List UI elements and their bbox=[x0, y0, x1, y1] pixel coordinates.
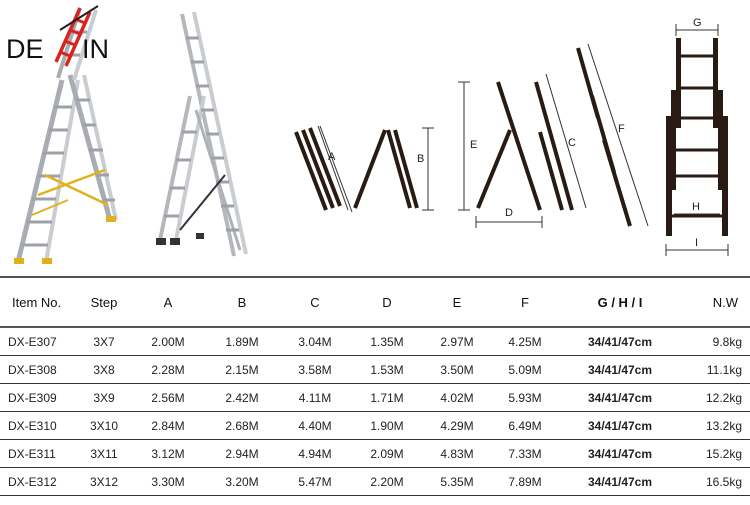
diagram-dimension-f bbox=[578, 44, 648, 226]
table-cell: 5.09M bbox=[492, 356, 558, 384]
table-cell: 2.56M bbox=[130, 384, 206, 412]
column-header: E bbox=[422, 277, 492, 327]
table-row bbox=[0, 468, 750, 496]
label-i: I bbox=[695, 237, 699, 249]
table-cell: 3.20M bbox=[206, 468, 278, 496]
logo-text-left: DE bbox=[6, 34, 44, 64]
table-cell: DX-E310 bbox=[0, 412, 78, 440]
column-header: F bbox=[492, 277, 558, 327]
column-header: C bbox=[278, 277, 352, 327]
table-cell: 3X11 bbox=[78, 440, 130, 468]
table-cell: 3X8 bbox=[78, 356, 130, 384]
table-row bbox=[0, 356, 750, 384]
table-cell: 34/41/47cm bbox=[558, 440, 682, 468]
column-header: A bbox=[130, 277, 206, 327]
table-cell: 5.47M bbox=[278, 468, 352, 496]
table-cell: 1.89M bbox=[206, 327, 278, 356]
table-cell: 1.90M bbox=[352, 412, 422, 440]
column-header: B bbox=[206, 277, 278, 327]
column-header: N.W bbox=[682, 277, 750, 327]
table-cell: 3.04M bbox=[278, 327, 352, 356]
ladder-photo-extended bbox=[156, 12, 246, 256]
table-cell: 4.02M bbox=[422, 384, 492, 412]
column-header: Step bbox=[78, 277, 130, 327]
table-cell: 3X10 bbox=[78, 412, 130, 440]
table-cell: 3X9 bbox=[78, 384, 130, 412]
table-cell: DX-E309 bbox=[0, 384, 78, 412]
table-cell: 2.97M bbox=[422, 327, 492, 356]
table-cell: 3X7 bbox=[78, 327, 130, 356]
table-cell: 2.84M bbox=[130, 412, 206, 440]
table-cell: 3.30M bbox=[130, 468, 206, 496]
label-f: F bbox=[618, 123, 625, 135]
table-cell: 34/41/47cm bbox=[558, 384, 682, 412]
table-row bbox=[0, 412, 750, 440]
column-header: Item No. bbox=[0, 277, 78, 327]
column-header: D bbox=[352, 277, 422, 327]
table-cell: 2.94M bbox=[206, 440, 278, 468]
table-row bbox=[0, 440, 750, 468]
table-cell: 15.2kg bbox=[682, 440, 750, 468]
table-cell: 2.20M bbox=[352, 468, 422, 496]
table-cell: 5.93M bbox=[492, 384, 558, 412]
table-cell: 16.5kg bbox=[682, 468, 750, 496]
label-g: G bbox=[693, 17, 702, 29]
table-cell: 3.58M bbox=[278, 356, 352, 384]
table-cell: DX-E307 bbox=[0, 327, 78, 356]
table-cell: 4.83M bbox=[422, 440, 492, 468]
table-cell: 34/41/47cm bbox=[558, 356, 682, 384]
table-cell: DX-E312 bbox=[0, 468, 78, 496]
diagram-dimension-c bbox=[536, 74, 586, 210]
table-cell: 34/41/47cm bbox=[558, 412, 682, 440]
table-cell: 4.40M bbox=[278, 412, 352, 440]
diagram-dimension-b bbox=[355, 128, 434, 210]
spec-table bbox=[0, 276, 750, 496]
diagram-dimension-e-d bbox=[458, 82, 542, 228]
table-cell: 3.50M bbox=[422, 356, 492, 384]
table-cell: 2.42M bbox=[206, 384, 278, 412]
table-cell: 12.2kg bbox=[682, 384, 750, 412]
label-a: A bbox=[328, 151, 336, 163]
table-header-row bbox=[0, 277, 750, 327]
table-cell: 34/41/47cm bbox=[558, 468, 682, 496]
table-cell: 2.09M bbox=[352, 440, 422, 468]
table-cell: 11.1kg bbox=[682, 356, 750, 384]
table-cell: 2.68M bbox=[206, 412, 278, 440]
diagram-dimension-a bbox=[296, 126, 352, 212]
table-cell: 2.28M bbox=[130, 356, 206, 384]
label-e: E bbox=[470, 139, 478, 151]
table-cell: 1.71M bbox=[352, 384, 422, 412]
table-cell: 2.00M bbox=[130, 327, 206, 356]
table-cell: 7.33M bbox=[492, 440, 558, 468]
table-cell: DX-E308 bbox=[0, 356, 78, 384]
label-c: C bbox=[568, 137, 576, 149]
logo-text-right: IN bbox=[82, 34, 109, 64]
table-row bbox=[0, 384, 750, 412]
table-cell: 7.89M bbox=[492, 468, 558, 496]
table-cell: 34/41/47cm bbox=[558, 327, 682, 356]
label-h: H bbox=[692, 201, 700, 213]
table-cell: 1.53M bbox=[352, 356, 422, 384]
table-cell: 1.35M bbox=[352, 327, 422, 356]
diagram-dimension-ghi bbox=[666, 17, 728, 256]
label-d: D bbox=[505, 207, 513, 219]
table-cell: 3X12 bbox=[78, 468, 130, 496]
table-cell: 6.49M bbox=[492, 412, 558, 440]
column-header: G / H / I bbox=[558, 277, 682, 327]
table-cell: 2.15M bbox=[206, 356, 278, 384]
table-cell: 9.8kg bbox=[682, 327, 750, 356]
table-cell: 4.25M bbox=[492, 327, 558, 356]
table-cell: 3.12M bbox=[130, 440, 206, 468]
table-cell: 13.2kg bbox=[682, 412, 750, 440]
table-cell: DX-E311 bbox=[0, 440, 78, 468]
table-cell: 4.29M bbox=[422, 412, 492, 440]
table-cell: 4.11M bbox=[278, 384, 352, 412]
table-cell: 5.35M bbox=[422, 468, 492, 496]
table-cell: 4.94M bbox=[278, 440, 352, 468]
table-row bbox=[0, 327, 750, 356]
label-b: B bbox=[417, 153, 425, 165]
table-body bbox=[0, 327, 750, 496]
